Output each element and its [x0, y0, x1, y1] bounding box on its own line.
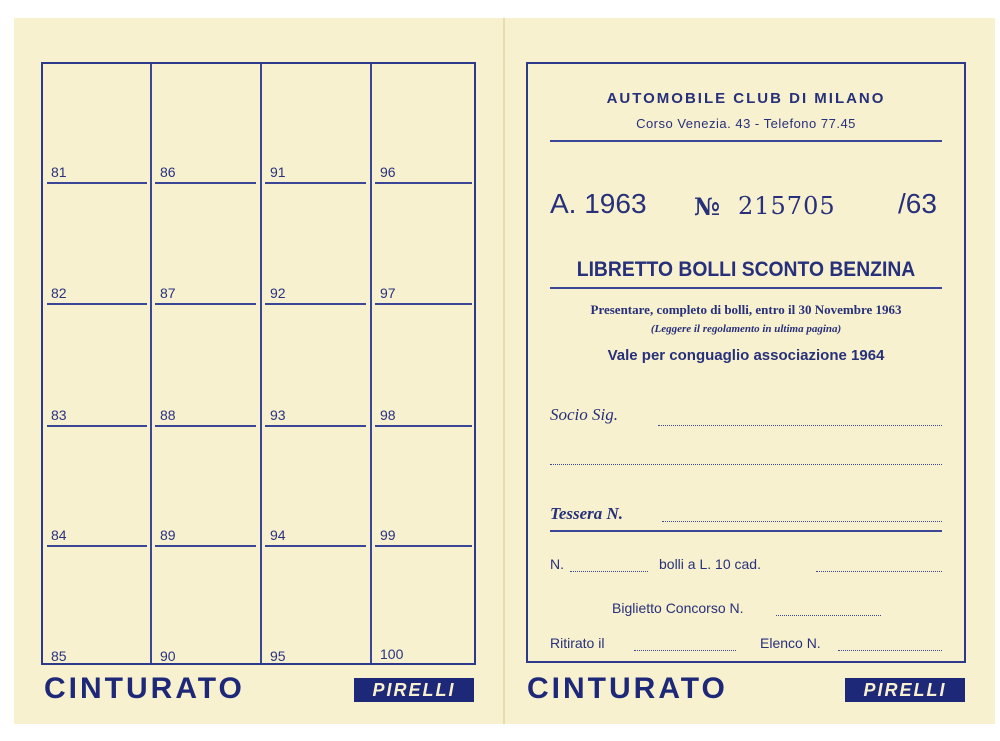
cinturato-brand: CINTURATO: [44, 672, 245, 705]
socio-field-continued[interactable]: [550, 464, 942, 465]
stamp-cell-number: 88: [160, 407, 176, 423]
pirelli-logo: PIRELLI: [845, 678, 965, 702]
year-label: A. 1963: [550, 188, 647, 219]
tessera-label: Tessera N.: [550, 504, 624, 523]
stamp-cell-number: 81: [51, 164, 67, 180]
bolli-amount-field[interactable]: [816, 571, 942, 572]
cinturato-brand: CINTURATO: [527, 672, 728, 705]
ritirato-label: Ritirato il: [550, 635, 605, 651]
stamp-cell-number: 96: [380, 164, 396, 180]
cell-underline: [375, 425, 472, 427]
grid-column-divider: [260, 64, 262, 663]
grid-column-divider: [370, 64, 372, 663]
ritirato-field[interactable]: [634, 650, 736, 651]
stamp-cell-number: 83: [51, 407, 67, 423]
club-address: Corso Venezia. 43 - Telefono 77.45: [636, 116, 856, 131]
cell-underline: [265, 303, 366, 305]
title-divider: [550, 287, 942, 289]
cell-underline: [47, 303, 147, 305]
bolli-text: bolli a L. 10 cad.: [659, 556, 761, 572]
stamp-cell-number: 98: [380, 407, 396, 423]
tessera-divider: [550, 530, 942, 532]
stamp-grid: [41, 62, 476, 665]
header-divider: [550, 140, 942, 142]
right-page: [505, 18, 995, 724]
club-name: AUTOMOBILE CLUB DI MILANO: [606, 90, 886, 107]
stamp-cell-number: 91: [270, 164, 286, 180]
stamp-cell-number: 90: [160, 648, 176, 664]
tessera-field[interactable]: [662, 521, 942, 522]
biglietto-label: Biglietto Concorso N.: [612, 600, 744, 616]
cell-underline: [375, 303, 472, 305]
cell-underline: [375, 182, 472, 184]
stamp-cell-number: 92: [270, 285, 286, 301]
cell-underline: [47, 545, 147, 547]
rules-note: (Leggere il regolamento in ultima pagina): [650, 323, 842, 335]
stamp-cell-number: 93: [270, 407, 286, 423]
pirelli-logo: PIRELLI: [354, 678, 474, 702]
card-number: 215705: [738, 192, 836, 220]
stamp-cell-number: 89: [160, 527, 176, 543]
stamp-cell-number: 97: [380, 285, 396, 301]
stamp-cell-number: 82: [51, 285, 67, 301]
cell-underline: [265, 545, 366, 547]
stamp-cell-number: 84: [51, 527, 67, 543]
elenco-label: Elenco N.: [760, 635, 821, 651]
socio-field[interactable]: [658, 425, 942, 426]
cell-underline: [47, 182, 147, 184]
stamp-cell-number: 94: [270, 527, 286, 543]
stamp-cell-number: 87: [160, 285, 176, 301]
cell-underline: [265, 425, 366, 427]
cell-underline: [47, 425, 147, 427]
cell-underline: [155, 425, 256, 427]
bolli-n-label: N.: [550, 556, 564, 572]
cell-underline: [155, 303, 256, 305]
year-suffix: /63: [898, 188, 937, 219]
card-frame: [526, 62, 966, 663]
bolli-count-field[interactable]: [570, 571, 648, 572]
cell-underline: [155, 545, 256, 547]
right-footer: [505, 672, 995, 712]
biglietto-field[interactable]: [776, 615, 881, 616]
elenco-field[interactable]: [838, 650, 942, 651]
socio-label: Socio Sig.: [550, 405, 618, 424]
stamp-cell-number: 100: [380, 646, 404, 662]
instruction-text: Presentare, completo di bolli, entro il 30 Novembre 1963: [590, 302, 902, 317]
stamp-cell-number: 86: [160, 164, 176, 180]
left-footer: [14, 672, 504, 712]
number-symbol: №: [694, 192, 721, 221]
left-page: [14, 18, 504, 724]
stamp-cell-number: 95: [270, 648, 286, 664]
cell-underline: [375, 545, 472, 547]
cell-underline: [155, 182, 256, 184]
stamp-cell-number: 99: [380, 527, 396, 543]
validity-text: Vale per conguaglio associazione 1964: [607, 347, 885, 364]
cell-underline: [265, 182, 366, 184]
booklet-title: LIBRETTO BOLLI SCONTO BENZINA: [576, 258, 916, 281]
stamp-cell-number: 85: [51, 648, 67, 664]
grid-column-divider: [150, 64, 152, 663]
